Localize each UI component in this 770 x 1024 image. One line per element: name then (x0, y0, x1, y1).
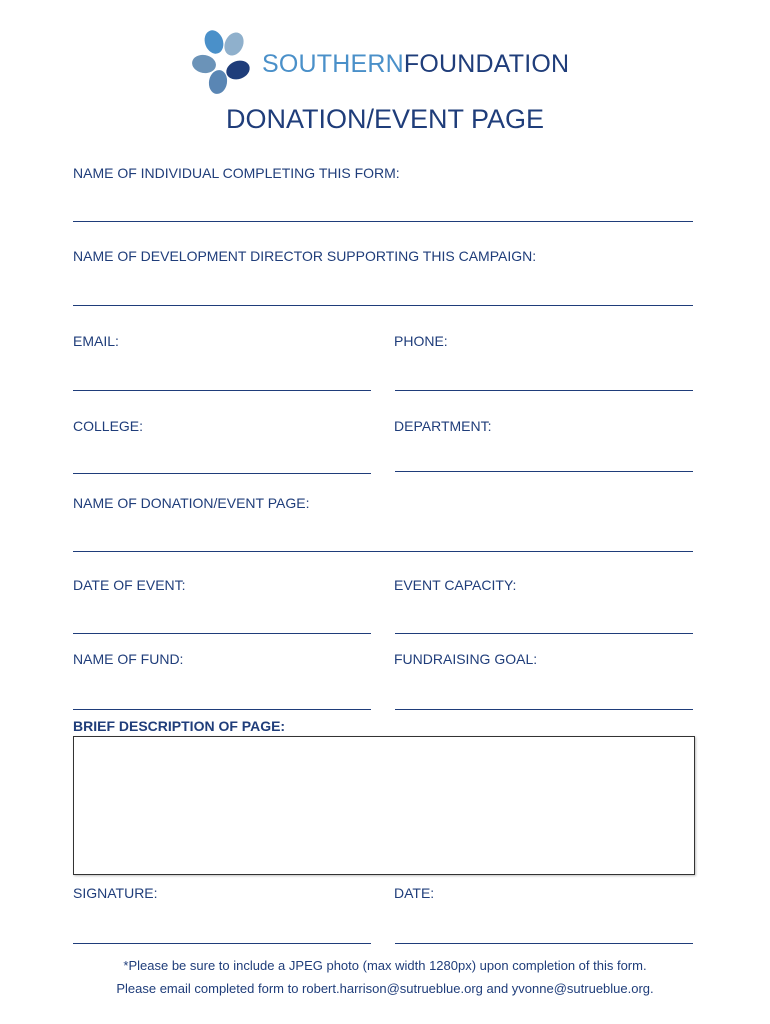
individual-label: NAME OF INDIVIDUAL COMPLETING THIS FORM: (73, 165, 400, 181)
director-label: NAME OF DEVELOPMENT DIRECTOR SUPPORTING THIS CAMPAIGN: (73, 248, 537, 264)
capacity-line[interactable] (395, 633, 693, 634)
description-textbox[interactable] (73, 736, 695, 875)
goal-line[interactable] (395, 709, 693, 710)
email-label: EMAIL: (73, 333, 119, 349)
date-label: DATE: (394, 885, 435, 901)
footer-email-note: Please email completed form to robert.harrison@sutrueblue.org and yvonne@sutrueblue.org. (116, 981, 654, 996)
goal-label: FUNDRAISING GOAL: (394, 651, 538, 667)
college-line[interactable] (73, 473, 371, 474)
phone-line[interactable] (395, 390, 693, 391)
page-name-label: NAME OF DONATION/EVENT PAGE: (73, 495, 310, 511)
date-of-event-label: DATE OF EVENT: (73, 577, 186, 593)
phone-label: PHONE: (394, 333, 448, 349)
brand-part1: SOUTHERN (262, 50, 404, 78)
brand-part2: FOUNDATION (403, 50, 570, 78)
page-name-line[interactable] (73, 551, 693, 552)
college-label: COLLEGE: (73, 418, 144, 434)
department-label: DEPARTMENT: (394, 418, 492, 434)
email-line[interactable] (73, 390, 371, 391)
individual-line[interactable] (73, 221, 693, 222)
department-line[interactable] (395, 471, 693, 472)
page-title: DONATION/EVENT PAGE (225, 104, 545, 134)
signature-line[interactable] (73, 943, 371, 944)
date-of-event-line[interactable] (73, 633, 371, 634)
footer-note: *Please be sure to include a JPEG photo (max width 1280px) upon completion of this form. (123, 958, 647, 973)
description-label: BRIEF DESCRIPTION OF PAGE: (73, 718, 286, 734)
signature-label: SIGNATURE: (73, 885, 158, 901)
fund-line[interactable] (73, 709, 371, 710)
capacity-label: EVENT CAPACITY: (394, 577, 517, 593)
hands-logo-icon (186, 26, 258, 100)
director-line[interactable] (73, 305, 693, 306)
date-line[interactable] (395, 943, 693, 944)
fund-label: NAME OF FUND: (73, 651, 184, 667)
brand-wordmark (262, 50, 569, 79)
